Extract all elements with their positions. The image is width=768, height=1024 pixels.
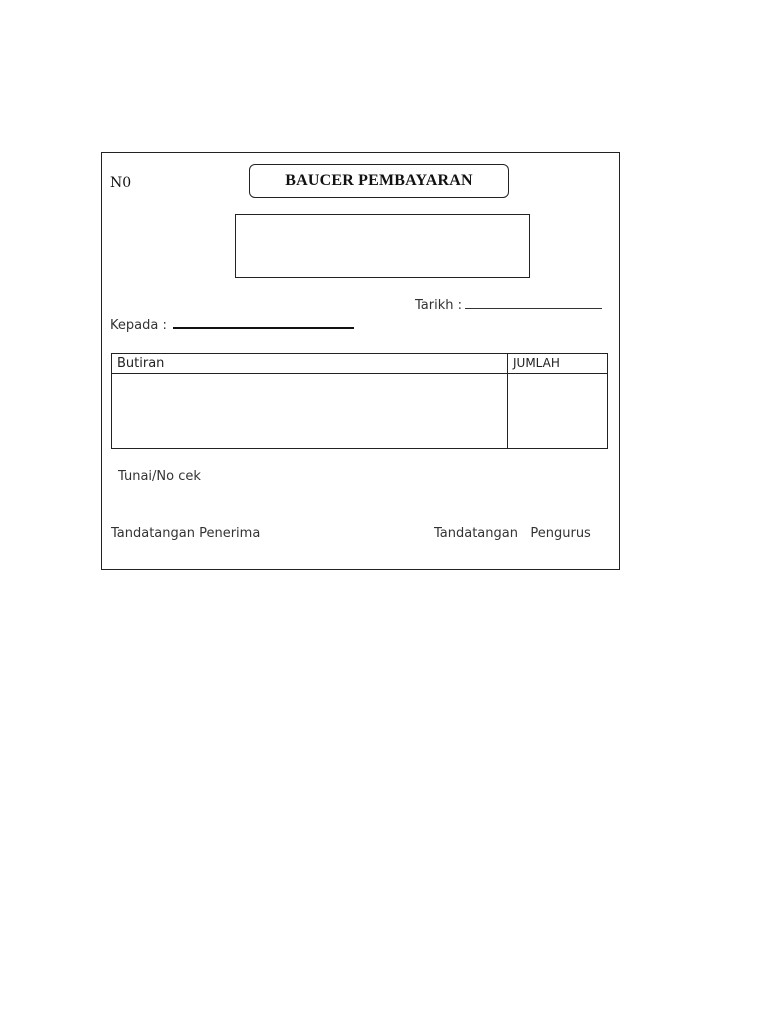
recipient-field [110,317,354,333]
date-label: Tarikh : [415,298,462,313]
recipient-label: Kepada : [110,318,167,333]
receiver-signature-label: Tandatangan Penerima [111,526,261,541]
table-column-divider [507,354,508,448]
date-field [415,298,602,313]
amount-box [235,214,530,278]
manager-signature-label: Tandatangan Pengurus [434,526,591,541]
voucher-number-label: N0 [110,175,132,191]
voucher-title-text: BAUCER PEMBAYARAN [285,172,473,189]
table-header-row [112,354,607,374]
column-header-jumlah: JUMLAH [513,356,560,370]
payment-method-label: Tunai/No cek [118,469,201,484]
column-header-butiran: Butiran [117,356,165,371]
recipient-blank-line [173,317,354,329]
voucher-title [249,164,509,198]
details-table [111,353,608,449]
date-blank-line [465,298,602,309]
payment-voucher [101,152,620,570]
